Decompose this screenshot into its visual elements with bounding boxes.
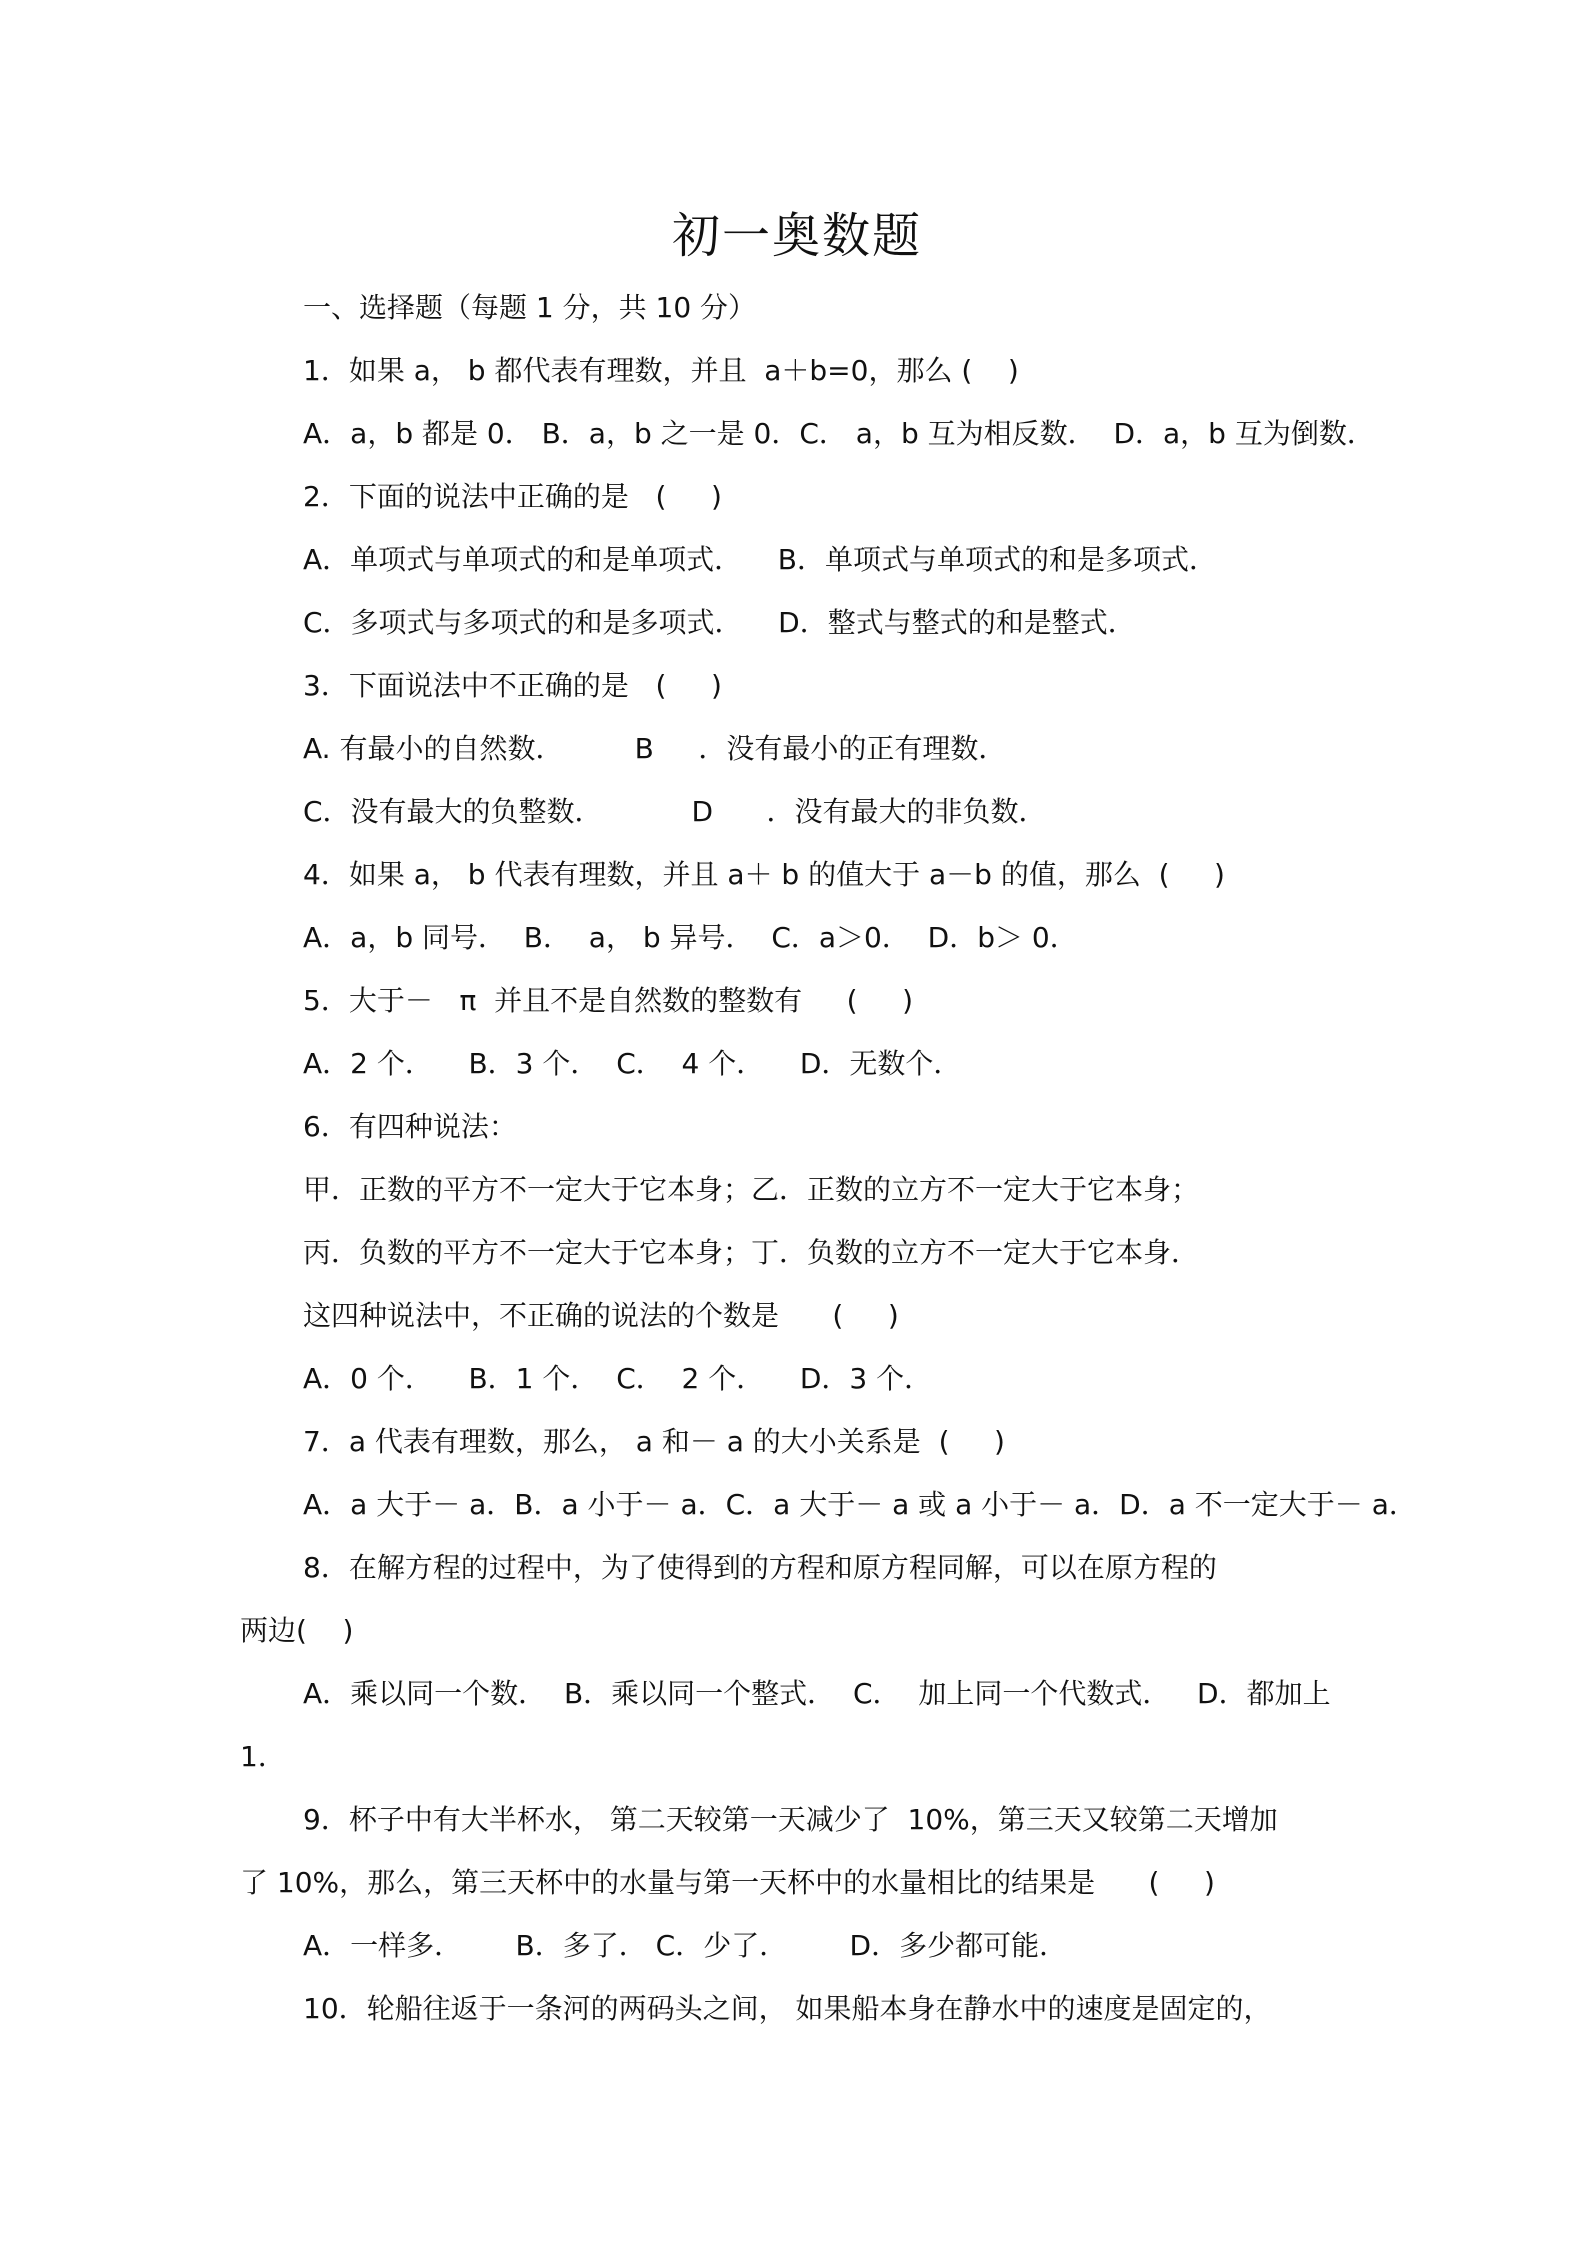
question-6-statement-2: 丙．负数的平方不一定大于它本身；丁．负数的立方不一定大于它本身． xyxy=(303,1236,1200,1269)
question-8-continued: 两边( ) xyxy=(240,1614,354,1647)
question-3-options-cd: C．没有最大的负整数． D ．没有最大的非负数． xyxy=(303,795,1047,828)
question-4: 4．如果 a， b 代表有理数，并且 a＋ b 的值大于 a－b 的值，那么 ( ) xyxy=(303,858,1225,891)
question-3: 3．下面说法中不正确的是 ( ) xyxy=(303,669,722,702)
section-heading: 一、选择题（每题 1 分，共 10 分） xyxy=(303,291,757,324)
question-9-options: A．一样多． B．多了． C．少了． D．多少都可能． xyxy=(303,1929,1068,1962)
question-2-options-ab: A．单项式与单项式的和是单项式． B．单项式与单项式的和是多项式． xyxy=(303,543,1217,576)
question-10: 10．轮船往返于一条河的两码头之间， 如果船本身在静水中的速度是固定的， xyxy=(303,1992,1272,2025)
question-6-prompt: 这四种说法中，不正确的说法的个数是 ( ) xyxy=(303,1299,899,1332)
question-1: 1．如果 a， b 都代表有理数，并且 a＋b=0，那么 ( ) xyxy=(303,354,1019,387)
question-8: 8．在解方程的过程中，为了使得到的方程和原方程同解，可以在原方程的 xyxy=(303,1551,1217,1584)
question-6: 6．有四种说法： xyxy=(303,1110,517,1143)
question-4-options: A．a，b 同号． B． a， b 异号． C．a＞0． D．b＞ 0． xyxy=(303,921,1078,954)
question-7: 7．a 代表有理数，那么， a 和－ a 的大小关系是 ( ) xyxy=(303,1425,1005,1458)
question-6-options: A．0 个． B．1 个． C． 2 个． D．3 个． xyxy=(303,1362,933,1395)
question-9: 9．杯子中有大半杯水， 第二天较第一天减少了 10%，第三天又较第二天增加 xyxy=(303,1803,1278,1836)
question-1-options: A．a，b 都是 0． B．a，b 之一是 0．C． a，b 互为相反数． D．a，b 互为倒数． xyxy=(303,417,1375,450)
question-7-options: A．a 大于－ a．B．a 小于－ a．C．a 大于－ a 或 a 小于－ a．D．a 不一定大于－ a． xyxy=(303,1488,1417,1521)
question-3-options-ab: A. 有最小的自然数． B ．没有最小的正有理数． xyxy=(303,732,1007,765)
question-8-options: A．乘以同一个数． B．乘以同一个整式． C． 加上同一个代数式． D．都加上 xyxy=(303,1677,1331,1710)
question-2-options-cd: C．多项式与多项式的和是多项式． D．整式与整式的和是整式． xyxy=(303,606,1136,639)
question-9-continued: 了 10%，那么，第三天杯中的水量与第一天杯中的水量相比的结果是 ( ) xyxy=(240,1866,1215,1899)
question-6-statement-1: 甲．正数的平方不一定大于它本身；乙．正数的立方不一定大于它本身； xyxy=(303,1173,1200,1206)
question-5-options: A．2 个． B．3 个． C． 4 个． D．无数个． xyxy=(303,1047,962,1080)
question-5: 5．大于－ π 并且不是自然数的整数有 ( ) xyxy=(303,984,914,1017)
question-8-options-continued: 1． xyxy=(240,1740,286,1773)
page-title: 初一奥数题 xyxy=(671,208,922,264)
question-2: 2．下面的说法中正确的是 ( ) xyxy=(303,480,722,513)
